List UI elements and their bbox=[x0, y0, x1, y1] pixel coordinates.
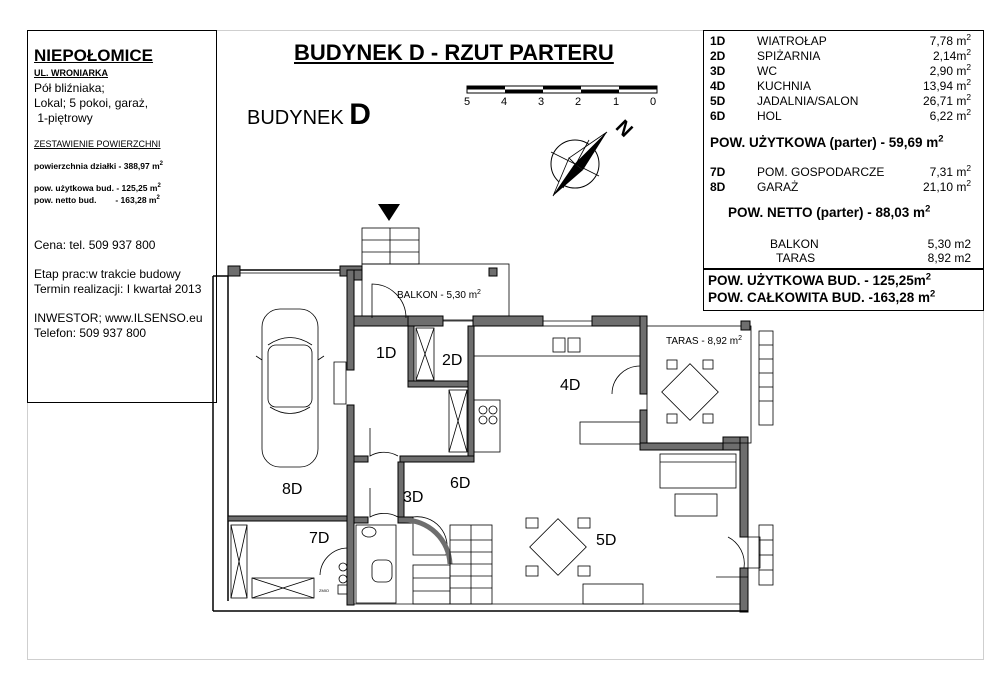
info-line: Pół bliźniaka; bbox=[34, 81, 105, 95]
building-letter: D bbox=[349, 98, 371, 131]
room-label-5d: 5D bbox=[596, 532, 617, 549]
net-ground-total: POW. NETTO (parter) - 88,03 $m^2$ bbox=[728, 203, 931, 220]
summary-title: ZESTAWIENIE POWIERZCHNI bbox=[34, 139, 161, 149]
room-label-8d: 8D bbox=[282, 481, 303, 498]
scale-label: 3 bbox=[538, 96, 545, 108]
room-label-7d: 7D bbox=[309, 530, 330, 547]
room-label-3d: 3D bbox=[403, 489, 424, 506]
exterior-wall bbox=[354, 316, 408, 326]
room-row: 5D JADALNIA/SALON 26,71 $m^2$ bbox=[710, 92, 971, 108]
aux-room-row: 7D POM. GOSPODARCZE 7,31 $m^2$ bbox=[710, 163, 971, 179]
compass-north-label: N bbox=[610, 115, 637, 142]
room-row: 6D HOL 6,22 $m^2$ bbox=[710, 107, 971, 123]
terrace-table-icon bbox=[662, 360, 719, 423]
room-row: 3D WC 2,90 $m^2$ bbox=[710, 62, 971, 78]
info-line: Lokal; 5 pokoi, garaż, bbox=[34, 96, 149, 110]
info-line: 1-piętrowy bbox=[34, 111, 93, 125]
total-usable: POW. UŻYTKOWA BUD. - $125,25m^2$ bbox=[708, 271, 932, 288]
garage-wall bbox=[228, 266, 240, 276]
scale-label: 2 bbox=[575, 96, 582, 108]
usable-area: pow. użytkowa bud. - 125,25 $m^2$ bbox=[34, 183, 161, 193]
extra-row: BALKON 5,30 m2 bbox=[770, 237, 971, 251]
investor: INWESTOR; www.ILSENSO.eu bbox=[34, 311, 203, 325]
balcony-label: BALKON - 5,30 $m^2$ bbox=[397, 289, 481, 301]
car-icon bbox=[256, 309, 324, 467]
total-gross: POW. CAŁKOWITA BUD. -163,28 $m^2$ bbox=[708, 288, 936, 305]
terrace-label: TARAS - 8,92 $m^2$ bbox=[666, 335, 742, 347]
interior-wall bbox=[347, 270, 354, 370]
room-row: 4D KUCHNIA 13,94 $m^2$ bbox=[710, 77, 971, 93]
kitchen-counter bbox=[474, 326, 640, 356]
building-prefix: BUDYNEK bbox=[247, 107, 344, 129]
room-label-4d: 4D bbox=[560, 377, 581, 394]
scale-label: 1 bbox=[613, 96, 620, 108]
room-row: 1D WIATROŁAP 7,78 $m^2$ bbox=[710, 32, 971, 48]
room-label-1d: 1D bbox=[376, 345, 397, 362]
deadline: Termin realizacji: I kwartał 2013 bbox=[34, 282, 202, 296]
scale-label: 4 bbox=[501, 96, 508, 108]
price: Cena: tel. 509 937 800 bbox=[34, 238, 156, 252]
plot-area: powierzchnia działki - 388,97 $m^2$ bbox=[34, 161, 163, 171]
street: UL. WRONIARKA bbox=[34, 68, 108, 78]
stage: Etap prac:w trakcie budowy bbox=[34, 267, 181, 281]
entrance-arrow-icon bbox=[378, 204, 400, 221]
room-label-6d: 6D bbox=[450, 475, 471, 492]
page-title: BUDYNEK D - RZUT PARTERU bbox=[294, 40, 614, 65]
scale-label: 5 bbox=[464, 96, 471, 108]
net-area: pow. netto bud. - 163,28 $m^2$ bbox=[34, 195, 160, 205]
room-label-2d: 2D bbox=[442, 352, 463, 369]
zmio-label: ZMIO bbox=[319, 588, 329, 593]
staircase bbox=[413, 525, 492, 604]
phone: Telefon: 509 937 800 bbox=[34, 326, 147, 340]
city: NIEPOŁOMICE bbox=[34, 46, 154, 65]
sofa bbox=[660, 454, 736, 488]
aux-room-row: 8D GARAŻ 21,10 $m^2$ bbox=[710, 178, 971, 194]
dining-table-icon bbox=[526, 518, 590, 576]
room-row: 2D SPIŻARNIA $2,14m^2$ bbox=[710, 47, 971, 63]
extra-row: TARAS 8,92 m2 bbox=[776, 251, 971, 265]
entrance-steps bbox=[362, 228, 419, 264]
scale-label: 0 bbox=[650, 96, 657, 108]
usable-ground-total: POW. UŻYTKOWA (parter) - 59,69 $m^2$ bbox=[710, 133, 944, 150]
